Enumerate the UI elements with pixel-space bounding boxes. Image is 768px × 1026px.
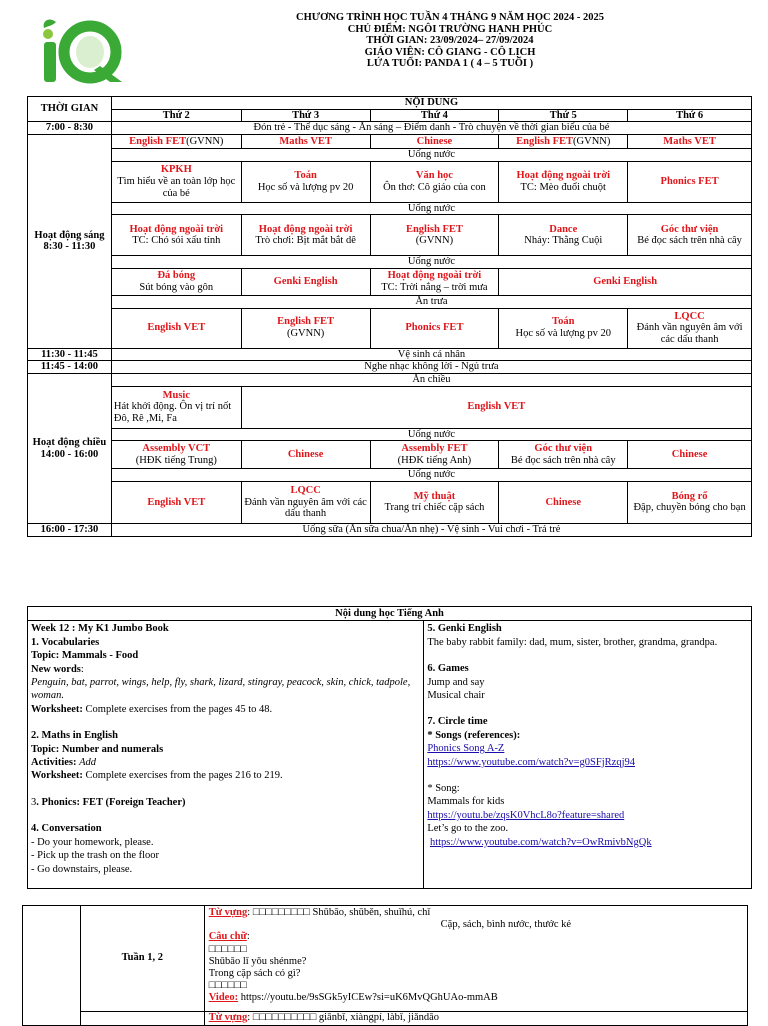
header-line-2: CHỦ ĐIỂM: NGÔI TRƯỜNG HẠNH PHÚC — [347, 23, 553, 35]
afternoon-activity-label — [28, 374, 112, 524]
activity-cell: Chinese — [241, 441, 370, 469]
video-label: Video: — [208, 992, 239, 1004]
vocab-text: : □□□□□□□□□ Shūbāo, shūběn, shuǐhú, chǐ — [247, 907, 431, 918]
week-label-empty — [80, 1012, 204, 1026]
iq-logo — [38, 14, 130, 84]
activity-cell: LQCC Đánh vần nguyên âm với các dấu thanh — [628, 308, 752, 348]
activity-cell: Hoạt động ngoài trời Trò chơi: Bịt mắt bắt dê — [241, 215, 370, 256]
activity-cell: Hoạt động ngoài trời TC: Mèo đuổi chuột — [499, 161, 628, 202]
snack-break: Ăn chiều — [111, 374, 751, 387]
activity-cell: Chinese — [370, 135, 499, 149]
worksheet-label: Worksheet: — [31, 770, 83, 782]
activity-cell: Toán Học số và lượng pv 20 — [241, 161, 370, 202]
game-item: Jump and say — [427, 676, 485, 688]
activities-label: Activities: — [31, 757, 77, 769]
activity-cell: Music Hát khởi động. Ôn vị trí nốt Đô, Rê ,Mi, Fa — [111, 386, 241, 428]
activity-cell: Văn học Ôn thơ: Cô giáo của con — [370, 161, 499, 202]
activity-cell: Genki English — [499, 268, 752, 295]
activity-cell: English FET(GVNN) — [111, 135, 241, 149]
day-header: Thứ 6 — [628, 109, 752, 122]
time-slot: 7:00 - 8:30 — [28, 122, 112, 135]
section-heading: . Phonics — [36, 796, 77, 808]
topic-line: Topic: Mammals - Food — [31, 650, 139, 662]
activity-cell: English VET — [241, 386, 751, 428]
sentence-colon: : — [246, 931, 250, 943]
youtube-link[interactable]: https://youtu.be/zqsK0VhcL8o?feature=shared — [427, 809, 625, 821]
chinese-content-table — [22, 905, 748, 1026]
song-title: Let’s go to the zoo. — [427, 823, 509, 835]
conversation-line: - Pick up the trash on the floor — [31, 850, 160, 862]
worksheet-text: Complete exercises from the pages 45 to 48. — [82, 703, 273, 715]
activity-cell: English FET (GVNN) — [370, 215, 499, 256]
activity-cell: Góc thư viện Bé đọc sách trên nhà cây — [628, 215, 752, 256]
worksheet-text: Complete exercises from the pages 216 to 219. — [82, 770, 283, 782]
english-left-column: Week 12 : My K1 Jumbo Book 1. Vocabularies Topic: Mammals - Food New words: Penguin, bat, parrot, wings, help, fly, shark, lizard, stingray, peacock, skin, chick, tadpole, woman. Worksheet: Complete exercises from the pages 45 to 48. 2. Maths in English Topic: Number and numerals Activities: Add Worksheet: Complete exercises from the pages 216 to 219. 3. Phonics: FET (Foreign Teacher) 4. Conversation - Do your homework, please. - Pick up the trash on the floor - Go downstairs, please. — [28, 621, 424, 889]
songs-reference-label: * Songs (references): — [427, 729, 521, 741]
topic-text: : Number and numerals — [55, 743, 164, 755]
routine-text: Vệ sinh cá nhân — [111, 348, 751, 361]
activity-cell: Genki English — [241, 268, 370, 295]
header-line-1: CHƯƠNG TRÌNH HỌC TUẦN 4 THÁNG 9 NĂM HỌC 2024 - 2025 — [296, 12, 604, 23]
activity-cell: KPKH Tìm hiểu về an toàn lớp học của bé — [111, 161, 241, 202]
conversation-line: - Do your homework, please. — [31, 836, 154, 848]
day-header: Thứ 5 — [499, 109, 628, 122]
chinese-lesson-cell — [204, 1012, 747, 1026]
header-line-3: THỜI GIAN: 23/09/2024– 27/09/2024 — [366, 35, 534, 46]
water-break: Uống nước — [111, 202, 751, 215]
youtube-link[interactable]: https://www.youtube.com/watch?v=OwRmivbNgQk — [429, 836, 652, 848]
header-line-5: LỨA TUỔI: PANDA 1 ( 4 – 5 TUỔI ) — [366, 58, 534, 69]
activity-cell: Hoạt động ngoài trời TC: Chó sói xấu tính — [111, 215, 241, 256]
morning-label: Hoạt động sáng — [34, 229, 105, 241]
pinyin-text: Shūbāo lǐ yǒu shénme? — [208, 955, 307, 967]
page-header — [180, 12, 720, 70]
chinese-characters: □□□□□□ — [208, 943, 247, 955]
activity-cell: Phonics FET — [628, 161, 752, 202]
activity-cell: LQCC Đánh vần nguyên âm với các dấu thanh — [241, 481, 370, 523]
chinese-empty-cell — [23, 906, 81, 1026]
activity-cell: Hoạt động ngoài trời TC: Trời nắng – trời mưa — [370, 268, 499, 295]
morning-time: 8:30 - 11:30 — [43, 241, 96, 253]
time-header: THỜI GIAN — [28, 97, 112, 122]
day-header: Thứ 4 — [370, 109, 499, 122]
chinese-characters: □□□□□□ — [208, 980, 247, 992]
english-content-table — [27, 606, 752, 889]
activity-cell: Maths VET — [241, 135, 370, 149]
routine-text: Đón trẻ - Thể dục sáng - Ăn sáng – Điểm danh - Trò chuyện về thời gian biểu của bé — [111, 122, 751, 135]
activity-cell: Phonics FET — [370, 308, 499, 348]
section-heading: 5. Genki English — [427, 623, 502, 635]
header-line-4: GIÁO VIÊN: CÔ GIANG - CÔ LỊCH — [364, 46, 536, 58]
youtube-link[interactable]: https://www.youtube.com/watch?v=g0SFjRzqj94 — [427, 756, 635, 768]
section-heading: 6. Games — [427, 663, 469, 675]
section-heading-detail: : FET (Foreign Teacher) — [76, 796, 186, 808]
water-break: Uống nước — [111, 469, 751, 482]
activity-cell: Assembly FET (HĐK tiếng Anh) — [370, 441, 499, 469]
activity-cell: Assembly VCT (HĐK tiếng Trung) — [111, 441, 241, 469]
activity-cell: Đá bóng Sút bóng vào gôn — [111, 268, 241, 295]
english-table-title: Nội dung học Tiếng Anh — [28, 607, 752, 621]
activity-cell: English FET(GVNN) — [499, 135, 628, 149]
time-slot: 11:30 - 11:45 — [28, 348, 112, 361]
time-slot: 16:00 - 17:30 — [28, 523, 112, 536]
day-header: Thứ 2 — [111, 109, 241, 122]
chinese-lesson-cell — [204, 906, 747, 1012]
activity-cell: English VET — [111, 481, 241, 523]
water-break: Uống nước — [111, 428, 751, 441]
topic-label: Topic — [31, 743, 56, 755]
week-title: Week 12 : My K1 Jumbo Book — [31, 623, 169, 635]
genki-text: The baby rabbit family: dad, mum, sister, brother, grandma, grandpa. — [427, 636, 718, 648]
section-number: 3 — [31, 796, 37, 808]
afternoon-time: 14:00 - 16:00 — [40, 448, 99, 460]
week-label: Tuần 1, 2 — [80, 906, 204, 1012]
vocab-label: Từ vựng — [208, 1012, 248, 1023]
content-header: NỘI DUNG — [111, 97, 751, 110]
activity-cell: Chinese — [499, 481, 628, 523]
song-label: * Song: — [427, 783, 460, 795]
activity-cell: Bóng rổ Đập, chuyền bóng cho bạn — [628, 481, 752, 523]
worksheet-label: Worksheet: — [31, 703, 83, 715]
section-heading: 2. Maths in English — [31, 730, 118, 742]
time-slot: 11:45 - 14:00 — [28, 361, 112, 374]
afternoon-label: Hoạt động chiều — [32, 436, 107, 448]
morning-activity-label — [28, 135, 112, 348]
water-break: Uống nước — [111, 149, 751, 162]
lunch-break: Ăn trưa — [111, 295, 751, 308]
phonics-song-link[interactable]: Phonics Song A-Z — [427, 743, 505, 755]
section-heading: 7. Circle time — [427, 716, 488, 728]
weekly-schedule-table — [27, 96, 752, 537]
activity-cell: Chinese — [628, 441, 752, 469]
routine-text: Nghe nhạc không lời - Ngủ trưa — [111, 361, 751, 374]
vocab-text: : □□□□□□□□□□ giānbǐ, xiàngpí, làbǐ, jiǎndāo — [247, 1012, 440, 1023]
activity-cell: English VET — [111, 308, 241, 348]
vocab-label: Từ vựng — [208, 907, 248, 918]
activities-text: Add — [79, 757, 97, 769]
song-title: Mammals for kids — [427, 796, 505, 808]
meaning-text: Trong cặp sách có gì? — [208, 968, 301, 980]
section-heading: 4. Conversation — [31, 823, 102, 835]
activity-cell: Toán Học số và lượng pv 20 — [499, 308, 628, 348]
water-break: Uống nước — [111, 256, 751, 269]
new-words-list: Penguin, bat, parrot, wings, help, fly, shark, lizard, stingray, peacock, skin, chick, tadpole, woman. — [31, 677, 411, 702]
game-item: Musical chair — [427, 690, 485, 702]
section-heading: 1. Vocabularies — [31, 636, 100, 648]
activity-cell: Mỹ thuật Trang trí chiếc cặp sách — [370, 481, 499, 523]
routine-text: Uống sữa (Ăn sữa chua/Ăn nhẹ) - Vệ sinh - Vui chơi - Trả trẻ — [111, 523, 751, 536]
video-link[interactable]: https://youtu.be/9sSGk5yICEw?si=uK6MvQGhUAo-mmAB — [238, 992, 498, 1004]
activity-cell: English FET (GVNN) — [241, 308, 370, 348]
activity-cell: Maths VET — [628, 135, 752, 149]
activity-cell: Dance Nhảy: Thằng Cuội — [499, 215, 628, 256]
activity-cell: Góc thư viện Bé đọc sách trên nhà cây — [499, 441, 628, 469]
english-right-column — [424, 621, 752, 889]
new-words-label: New words — [31, 663, 81, 675]
vocab-translation: Cặp, sách, bình nước, thước kẻ — [440, 919, 572, 931]
sentence-label: Câu chữ — [208, 931, 247, 943]
conversation-line: - Go downstairs, please. — [31, 863, 133, 875]
day-header: Thứ 3 — [241, 109, 370, 122]
